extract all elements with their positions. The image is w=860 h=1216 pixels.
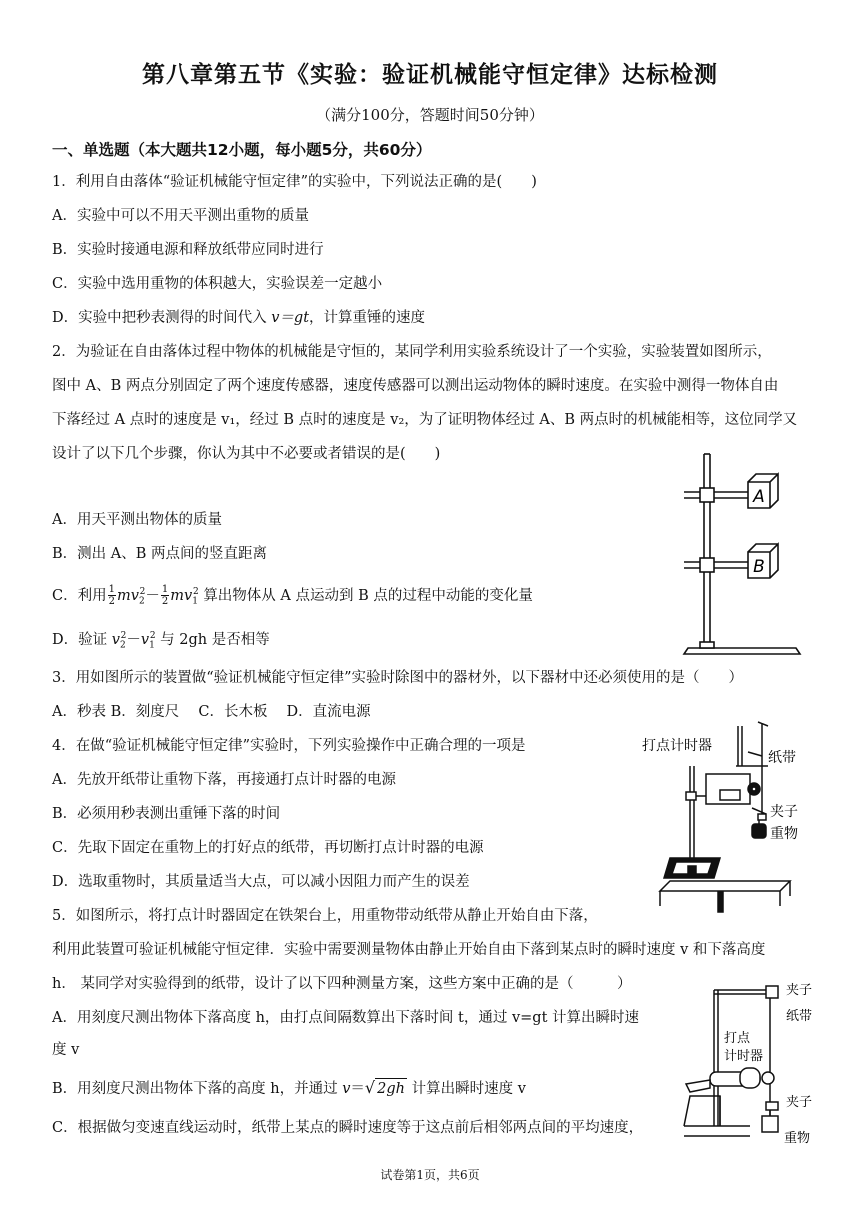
q5-clip-bottom-label: 夹子 <box>786 1095 813 1110</box>
half-fraction: $\frac{1}{2}$ <box>161 584 169 608</box>
q5-weight-label: 重物 <box>784 1131 811 1146</box>
q5-clip-top-label: 夹子 <box>786 983 813 998</box>
half-fraction: $\frac{1}{2}$ <box>108 584 115 608</box>
q4-option-d: D．选取重物时，其质量适当大点，可以减小因阻力而产生的误差 <box>52 874 470 890</box>
q4-timer-apparatus-figure <box>640 716 810 916</box>
q2-option-b: B．测出 A、B 两点间的竖直距离 <box>52 546 267 562</box>
q2-stem-line2: 图中 A、B 两点分别固定了两个速度传感器，速度传感器可以测出运动物体的瞬时速度。在实验中测得一物体自由 <box>52 378 779 394</box>
q3-stem: 3．用如图所示的装置做“验证机械能守恒定律”实验时除图中的器材外，以下器材中还必须使用的是（ ） <box>52 670 744 686</box>
page-subtitle: （满分100分，答题时间50分钟） <box>316 106 544 124</box>
q2-stem-line1: 2．为验证在自由落体过程中物体的机械能是守恒的，某同学利用实验系统设计了一个实验，实验装置如图所示， <box>52 344 772 360</box>
q5-stem-line2: 利用此装置可验证机械能守恒定律．实验中需要测量物体由静止开始自由下落到某点时的瞬时速度 v 和下落高度 <box>52 942 766 958</box>
q3-options: A．秒表 B．刻度尺 C．长木板 D．直流电源 <box>52 704 371 720</box>
q1-option-a: A．实验中可以不用天平测出重物的质量 <box>52 208 309 224</box>
section-heading: 一、单选题（本大题共12小题，每小题5分，共60分） <box>52 141 432 159</box>
q5-timer-stand-figure <box>680 976 820 1148</box>
q4-stem: 4．在做“验证机械能守恒定律”实验时，下列实验操作中正确合理的一项是 <box>52 738 526 754</box>
q4-option-a: A．先放开纸带让重物下落，再接通打点计时器的电源 <box>52 772 396 788</box>
q2-option-d: D．验证 $v_2^2-v_1^2$ 与 2gh 是否相等 <box>52 631 270 651</box>
clip-label: 夹子 <box>770 804 798 820</box>
page-footer: 试卷第1页，共6页 <box>380 1168 480 1182</box>
sensor-b-label: B <box>753 557 765 577</box>
q2-option-a: A．用天平测出物体的质量 <box>52 512 222 528</box>
q5-option-a-line1: A．用刻度尺测出物体下落高度 h，由打点间隔数算出下落时间 t，通过 v=gt 计算出瞬时速 <box>52 1010 640 1026</box>
q1-option-c: C．实验中选用重物的体积越大，实验误差一定越小 <box>52 276 383 292</box>
q5-option-c: C．根据做匀变速直线运动时，纸带上某点的瞬时速度等于这点前后相邻两点间的平均速度， <box>52 1120 644 1136</box>
q5-timer-label-1: 打点 <box>724 1031 751 1046</box>
q1-option-d: D．实验中把秒表测得的时间代入 v＝gt，计算重锤的速度 <box>52 310 426 326</box>
q2-sensor-stand-figure <box>678 452 808 657</box>
q2-option-c: C．利用 $\frac{1}{2}$ $mv_2^2-$ $\frac{1}{2}$ $mv_1^2$ 算出物体从 A 点运动到 B 点的过程中动能的变化量 <box>52 584 533 608</box>
q5-option-a-line2: 度 v <box>52 1042 80 1058</box>
weight-label: 重物 <box>770 826 798 842</box>
q4-option-b: B．必须用秒表测出重锤下落的时间 <box>52 806 281 822</box>
q5-timer-label-2: 计时器 <box>724 1049 764 1064</box>
q1-formula: v＝gt <box>271 310 310 326</box>
q2-stem-line4: 设计了以下几个步骤，你认为其中不必要或者错误的是( ) <box>52 446 441 462</box>
q5-stem-line1: 5．如图所示，将打点计时器固定在铁架台上，用重物带动纸带从静止开始自由下落， <box>52 908 598 924</box>
page-title: 第八章第五节《实验：验证机械能守恒定律》达标检测 <box>142 62 718 88</box>
q1-stem: 1．利用自由落体“验证机械能守恒定律”的实验中，下列说法正确的是( ) <box>52 174 537 190</box>
timer-label: 打点计时器 <box>642 738 712 754</box>
q5-tape-label: 纸带 <box>786 1009 813 1024</box>
q4-option-c: C．先取下固定在重物上的打好点的纸带，再切断打点计时器的电源 <box>52 840 484 856</box>
q2-stem-line3: 下落经过 A 点时的速度是 v₁，经过 B 点时的速度是 v₂，为了证明物体经过 A、B 两点时的机械能相等，这位同学又 <box>52 412 798 428</box>
tape-label: 纸带 <box>768 750 796 766</box>
q5-stem-line3: h． 某同学对实验得到的纸带，设计了以下四种测量方案，这些方案中正确的是（ ） <box>52 976 632 992</box>
q1-option-b: B．实验时接通电源和释放纸带应同时进行 <box>52 242 324 258</box>
q5-option-b: B．用刻度尺测出物体下落的高度 h，并通过 v＝√ 2gh 计算出瞬时速度 v <box>52 1078 526 1097</box>
sensor-a-label: A <box>753 487 765 507</box>
